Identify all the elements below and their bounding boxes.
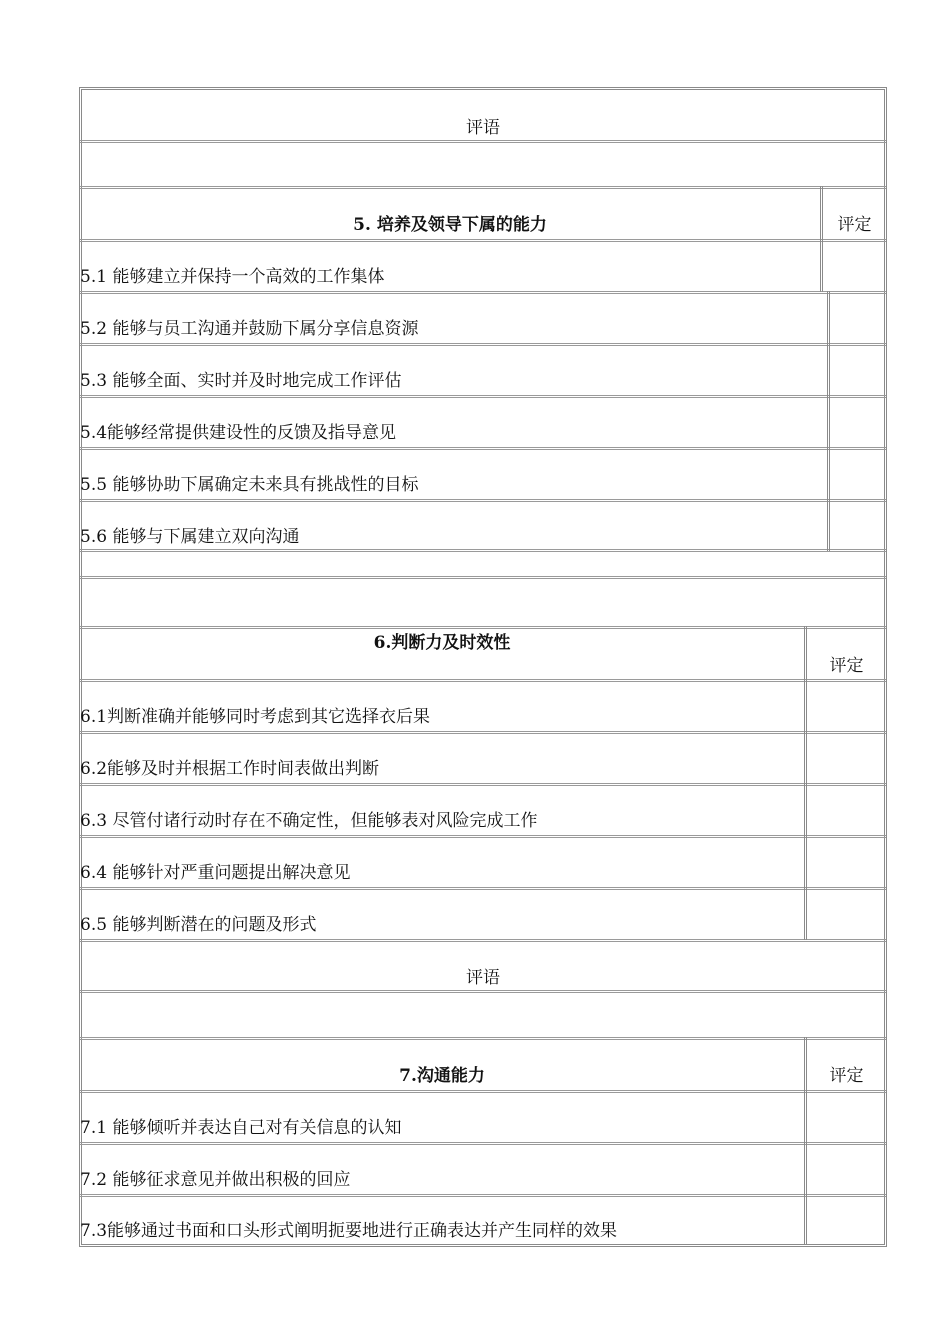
comment-label-section6: 评语 [466,968,500,988]
section7-item-2: 7.2 能够征求意见并做出积极的回应 [80,1170,351,1190]
section5-item-5: 5.5 能够协助下属确定未来具有挑战性的目标 [80,475,419,495]
section5-item-3: 5.3 能够全面、实时并及时地完成工作评估 [80,371,402,391]
row-divider [80,887,886,890]
row-divider [80,140,886,143]
section5-item-4: 5.4能够经常提供建设性的反馈及指导意见 [80,423,397,443]
row-divider [80,549,886,552]
section5-title: 5. 培养及领导下属的能力 [353,215,547,235]
row-divider [80,499,886,502]
row-divider [80,395,886,398]
row-divider [80,783,886,786]
section7-item-3: 7.3能够通过书面和口头形式阐明扼要地进行正确表达并产生同样的效果 [80,1221,618,1241]
row-divider [80,576,886,579]
section6-item-2: 6.2能够及时并根据工作时间表做出判断 [80,759,380,779]
section6-item-5: 6.5 能够判断潜在的问题及形式 [80,915,317,935]
section6-item-3: 6.3 尽管付诸行动时存在不确定性，但能够表对风险完成工作 [80,811,538,831]
row-divider [80,239,886,242]
row-divider [80,1142,886,1145]
row-divider [80,939,886,942]
column-divider [827,291,830,551]
section6-rating-label: 评定 [829,656,864,676]
row-divider [80,343,886,346]
section6-item-4: 6.4 能够针对严重问题提出解决意见 [80,863,351,883]
row-divider [80,291,886,294]
section5-item-2: 5.2 能够与员工沟通并鼓励下属分享信息资源 [80,319,419,339]
section5-item-1: 5.1 能够建立并保持一个高效的工作集体 [80,267,385,287]
column-divider [820,186,823,292]
row-divider [80,1037,886,1040]
row-divider [80,447,886,450]
section7-item-1: 7.1 能够倾听并表达自己对有关信息的认知 [80,1118,402,1138]
section7-title: 7.沟通能力 [399,1066,485,1086]
row-divider [80,731,886,734]
section6-item-1: 6.1判断准确并能够同时考虑到其它选择衣后果 [80,707,431,727]
section5-item-6: 5.6 能够与下属建立双向沟通 [80,527,300,547]
section7-rating-label: 评定 [829,1066,864,1086]
comment-label-top: 评语 [466,118,500,138]
row-divider [80,835,886,838]
row-divider [80,626,886,629]
row-divider [80,1090,886,1093]
section5-rating-label: 评定 [837,215,872,235]
row-divider [80,679,886,682]
row-divider [80,1194,886,1197]
section6-title: 6.判断力及时效性 [373,633,511,653]
row-divider [80,186,886,189]
row-divider [80,990,886,993]
